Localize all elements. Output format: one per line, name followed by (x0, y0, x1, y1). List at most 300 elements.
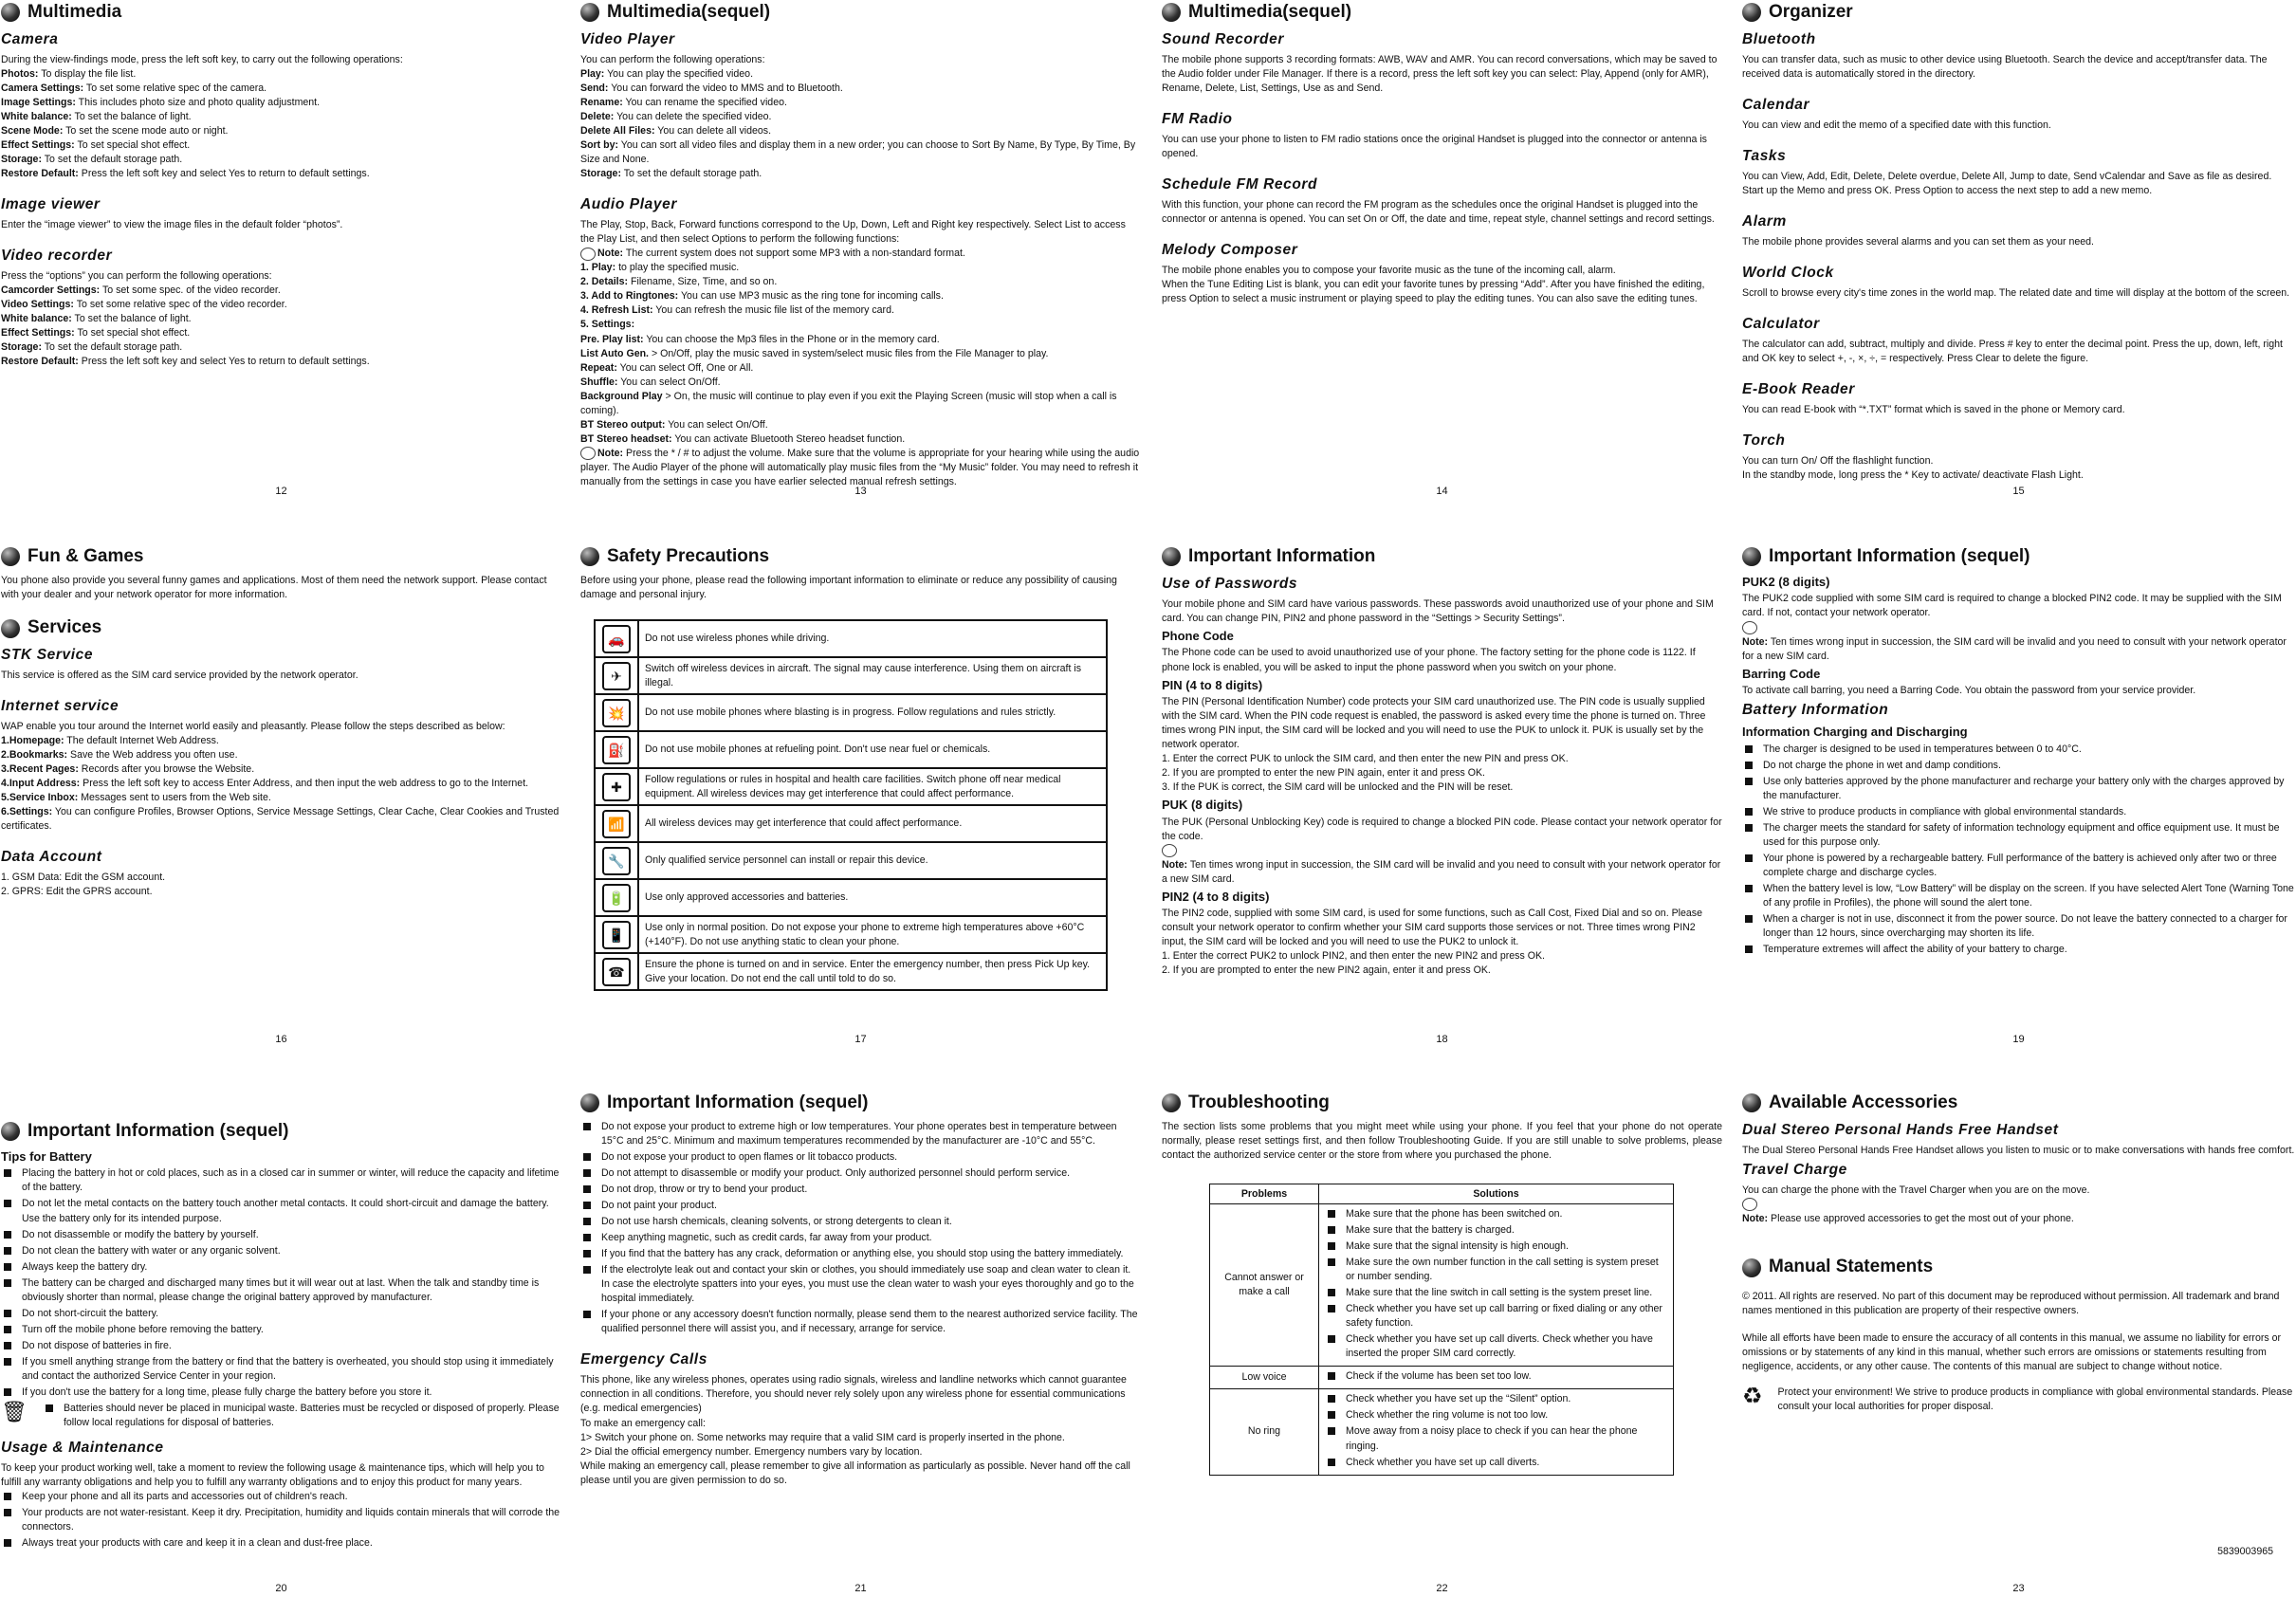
safety-icon-cell (595, 805, 638, 842)
section-internet: Internet service (1, 698, 119, 715)
list-item: When a charger is not in use, disconnect it from the power source. Do not leave the battery connected to a charger for longer than 12 hours, since overcharging may shorten its life. (1742, 912, 2295, 941)
page-16 (0, 544, 562, 1076)
page-title: Important Information (sequel) (580, 1091, 1141, 1116)
list-item (1, 748, 561, 762)
list-item (580, 318, 1141, 332)
item-text: You can use MP3 music as the ring tone for incoming calls. (680, 290, 944, 303)
solution-item: Make sure that the battery is charged. (1325, 1223, 1667, 1238)
section-heading: World Clock (1742, 265, 1834, 282)
item-text: Records after you browse the Website. (81, 763, 255, 776)
solution-item: Check whether you have set up call diverts. (1325, 1456, 1667, 1470)
page-number: 20 (275, 1583, 287, 1595)
page-number: 19 (2012, 1034, 2025, 1046)
list-item (580, 347, 1141, 361)
item-text: You can delete the specified video. (616, 111, 772, 123)
solution-item: Check whether the ring volume is not too low. (1325, 1408, 1667, 1423)
page-title: Important Information (sequel) (1742, 544, 2295, 570)
puk2-note: Note: Ten times wrong input in succession, the SIM card will be invalid and you need to consult with your network operator for a new SIM card. (1742, 620, 2295, 663)
list-item (1, 110, 561, 124)
item-text: This includes photo size and photo quality adjustment. (78, 97, 321, 109)
pw-blocks (1162, 628, 1722, 844)
section-audio-player: Audio Player (580, 196, 677, 213)
safety-text: Do not use mobile phones where blasting is in progress. Follow regulations and rules strictly. (638, 694, 1107, 731)
list-item (580, 138, 1141, 167)
section-text: You can turn On/ Off the flashlight function. In the standby mode, long press the * Key to activate/ deactivate Flash Light. (1742, 455, 2084, 482)
page-title: Organizer (1742, 0, 2295, 26)
item-label: Scene Mode: (1, 125, 64, 138)
item-text: To set special shot effect. (77, 327, 191, 340)
list-item (1, 805, 561, 834)
item-text: To set the default storage path. (623, 168, 762, 180)
item-label: 2.Bookmarks: (1, 749, 68, 762)
page-13 (579, 0, 1142, 532)
list-item (1, 82, 561, 96)
item-text: You can activate Bluetooth Stereo headset function. (674, 432, 906, 445)
section-data-account: Data Account (1, 849, 102, 866)
page-14 (1161, 0, 1723, 532)
list-item: Your phone is powered by a rechargeable battery. Full performance of the battery is achieved only after two or three complete charge and discharge cycles. (1742, 852, 2295, 880)
page-number: 22 (1436, 1583, 1448, 1595)
list-item (1, 777, 561, 791)
safety-icon: 📶 (602, 810, 631, 838)
item-label: Camera Settings: (1, 83, 84, 95)
item-text: > On/Off, play the music saved in system/select music files from the File Manager to play. (651, 347, 1049, 359)
emergency-text: This phone, like any wireless phones, operates using radio signals, wireless and landline networks which cannot guarantee connection in all conditions. Therefore, you should never rely solely upon any wireless phone for essential communications (e.g. medical emergencies) To make an emergency call: 1> Switch your phone on. Some networks may require that a valid SIM card is properly inserted in the phone. 2> Dial the official emergency number. Emergency numbers vary by location. While making an emergency call, please remember to give all information as particularly as possible. Never hand off the call please until you are given permission to do so. (580, 1374, 1130, 1486)
item-text: Press the left soft key to access Enter Address, and then input the web address to go to the Internet. (83, 778, 529, 790)
section-text: You can read E-book with “*.TXT” format which is saved in the phone or Memory card. (1742, 404, 2125, 416)
item-label: Storage: (1, 154, 42, 166)
section-text: The mobile phone enables you to compose your favorite music as the tune of the incoming call, alarm. When the Tune Editing List is blank, you can edit your favorite tunes by pressing “Add”. After you have finished the editing, press Option to select a music instrument or playing speed to play the editing tunes. You can also save the editing tunes. (1162, 265, 1705, 305)
ap-list (580, 261, 1141, 446)
safety-text: Ensure the phone is turned on and in service. Enter the emergency number, then press Pick Up key. Give your location. Do not end the call until told to do so. (638, 953, 1107, 990)
pw-intro: Your mobile phone and SIM card have various passwords. These passwords avoid unauthorized use of your phone and SIM card. You can change PIN, PIN2 and phone password in the “Settings > Security Settings”. (1162, 597, 1714, 624)
list-item (580, 418, 1141, 432)
safety-row (595, 879, 1107, 916)
environment-notice (1742, 1386, 2295, 1414)
list-item: Do not let the metal contacts on the battery touch another metal contacts. It could short-circuit and damage the battery. Use the battery only for its intended purpose. (1, 1197, 561, 1225)
troubleshooting-table (1209, 1184, 1674, 1476)
pw-note: Note: Ten times wrong input in succession, the SIM card will be invalid and you need to consult with your network operator for a new SIM card. (1162, 844, 1722, 887)
p14-sections (1162, 29, 1722, 306)
list-item: Temperature extremes will affect the ability of your battery to charge. (1742, 943, 2295, 957)
list-item: Do not attempt to disassemble or modify your product. Only authorized personnel should perform service. (580, 1166, 1141, 1181)
section-text: With this function, your phone can record the FM program as the schedules once the original Handset is plugged into the connector or antenna is opened. You can set On or Off, the date and time, repeat style, channel settings and record settings. (1162, 199, 1715, 226)
page-19 (1741, 544, 2296, 1076)
list-item (580, 82, 1141, 96)
list-item: Placing the battery in hot or cold places, such as in a closed car in summer or winter, will reduce the capacity and lifetime of the battery. (1, 1166, 561, 1195)
table-row (1210, 1389, 1674, 1475)
inet-intro: WAP enable you tour around the Internet world easily and pleasantly. Please follow the steps described as below: (1, 721, 505, 733)
section-emergency: Emergency Calls (580, 1351, 707, 1368)
item-label: 1.Homepage: (1, 735, 64, 747)
item-text: You can select On/Off. (620, 376, 721, 388)
item-text: To set special shot effect. (77, 139, 191, 152)
bin-text: Batteries should never be placed in municipal waste. Batteries must be recycled or disposed of properly. Please follow local regulations for disposal of batteries. (43, 1402, 561, 1430)
item-label: BT Stereo output: (580, 418, 666, 431)
safety-row (595, 953, 1107, 990)
list-item (580, 167, 1141, 181)
section-video-player: Video Player (580, 30, 675, 47)
safety-icon-cell (595, 657, 638, 694)
block-heading: PUK (8 digits) (1162, 798, 1243, 813)
safety-icon-cell (595, 842, 638, 879)
safety-icon: 📱 (602, 921, 631, 949)
safety-row (595, 805, 1107, 842)
section-text: The mobile phone supports 3 recording formats: AWB, WAV and AMR. You can record conversations, which may be saved to the Audio folder under File Manager. If there is a record, press the left soft key you can select: Play, Append (only for AMR), Rename, Delete, List, Settings, Use as and Send. (1162, 53, 1717, 95)
item-label: Delete: (580, 111, 615, 123)
note-icon (1742, 621, 1757, 634)
list-item: Do not expose your product to open flames or lit tobacco products. (580, 1150, 1141, 1165)
solution-item: Make sure that the signal intensity is high enough. (1325, 1239, 1667, 1254)
safety-text: Use only in normal position. Do not expose your phone to extreme high temperatures above +60°C (+140°F). Do not use anything static to clean your phone. (638, 916, 1107, 953)
safety-text: Do not use mobile phones at refueling point. Don't use near fuel or chemicals. (638, 731, 1107, 768)
vp-list (580, 67, 1141, 181)
item-text: Messages sent to users from the Web site. (81, 792, 271, 804)
section-heading: Calculator (1742, 316, 1820, 333)
page-number: 21 (854, 1583, 867, 1595)
section-heading: Sound Recorder (1162, 30, 1284, 47)
item-label: Repeat: (580, 361, 617, 374)
safety-icon: 🚗 (602, 625, 631, 653)
list-item (1, 284, 561, 298)
item-text: Filename, Size, Time, and so on. (631, 276, 778, 288)
list-item (580, 261, 1141, 275)
section-battery: Battery Information (1742, 702, 1889, 719)
page-title: Multimedia(sequel) (1162, 0, 1722, 26)
safety-row (595, 694, 1107, 731)
item-label: Shuffle: (580, 376, 618, 388)
section-text: You can View, Add, Edit, Delete, Delete overdue, Delete All, Jump to date, Send vCalendar and Save as file as desired. Start up the Memo and press OK. Press Option to access the next step to add a new memo. (1742, 171, 2272, 197)
solution-item: Check whether you have set up call barring or fixed dialing or any other safety function. (1325, 1302, 1667, 1331)
section-text: The mobile phone provides several alarms and you can set them as your need. (1742, 236, 2094, 248)
item-label: 4. Refresh List: (580, 304, 653, 317)
solution-item: Make sure that the line switch in call setting is the system preset line. (1325, 1286, 1667, 1300)
list-item: Keep anything magnetic, such as credit cards, far away from your product. (580, 1231, 1141, 1245)
copyright-text: © 2011. All rights are reserved. No part of this document may be reproduced without permission. All trademark and brand names mentioned in this publication are property of their respective owners. (1742, 1291, 2280, 1317)
item-text: to play the specified music. (618, 262, 740, 274)
item-label: White balance: (1, 111, 72, 123)
solution-item: Make sure the own number function in the call setting is system preset or number sending. (1325, 1256, 1667, 1284)
page-title: Important Information (sequel) (1, 1119, 561, 1145)
safety-text: Only qualified service personnel can install or repair this device. (638, 842, 1107, 879)
safety-intro: Before using your phone, please read the following important information to eliminate or reduce any possibility of causing damage and personal injury. (580, 574, 1117, 600)
item-label: Pre. Play list: (580, 333, 644, 345)
list-item: The charger is designed to be used in temperatures between 0 to 40°C. (1742, 743, 2295, 757)
item-label: Send: (580, 83, 609, 95)
safety-icon-cell (595, 953, 638, 990)
note-icon (580, 447, 596, 460)
page-15 (1741, 0, 2296, 532)
safety-icon-cell (595, 694, 638, 731)
ap-intro: The Play, Stop, Back, Forward functions correspond to the Up, Down, Left and Right key respectively. Select List to access the Play List, and then select Options to perform the following functions: (580, 219, 1126, 246)
item-label: 5. Settings: (580, 319, 635, 331)
puk2-heading: PUK2 (8 digits) (1742, 574, 1830, 589)
page-number: 23 (2012, 1583, 2025, 1595)
section-heading: Bluetooth (1742, 30, 1816, 47)
list-item (1, 138, 561, 153)
solution-list (1325, 1207, 1667, 1361)
list-item (580, 333, 1141, 347)
list-item (1, 355, 561, 369)
item-label: Restore Default: (1, 168, 79, 180)
charging-list (1742, 743, 2295, 957)
item-text: > On, the music will continue to play even if you exit the Playing Screen (music will stop when a call is coming). (580, 390, 1117, 416)
list-item (1, 734, 561, 748)
item-label: BT Stereo headset: (580, 432, 672, 445)
item-text: To set the balance of light. (74, 313, 192, 325)
list-item (1, 762, 561, 777)
list-item: Do not short-circuit the battery. (1, 1307, 561, 1321)
safety-icon: ⛽ (602, 736, 631, 764)
travel-text: You can charge the phone with the Travel Charger when you are on the move. (1742, 1184, 2090, 1196)
page-12 (0, 0, 562, 532)
list-item (580, 361, 1141, 376)
solution-item: Move away from a noisy place to check if you can hear the phone ringing. (1325, 1424, 1667, 1453)
usage-text: To keep your product working well, take a moment to review the following usage & maintenance tips, which will help you to fulfill any warranty obligations and help you to fulfill any warranty obligations and to enjoy this product for many years. (1, 1461, 544, 1488)
note-icon (1742, 1198, 1757, 1211)
tips-heading: Tips for Battery (1, 1148, 92, 1164)
page-22 (1161, 1091, 1723, 1597)
item-text: You can select On/Off. (668, 418, 768, 431)
item-text: You can delete all videos. (657, 125, 772, 138)
item-label: 5.Service Inbox: (1, 792, 79, 804)
safety-icon-cell (595, 620, 638, 657)
section-text: You can use your phone to listen to FM radio stations once the original Handset is plugged into the connector or antenna is opened. (1162, 134, 1707, 160)
safety-row (595, 916, 1107, 953)
list-item: If you don't use the battery for a long time, please fully charge the battery before you store it. (1, 1386, 561, 1400)
list-item: When the battery level is low, “Low Battery” will be display on the screen. If you have selected Alert Tone (Warning Tone of any profile in Profiles), the phone will sound the alert tone. (1742, 882, 2295, 910)
list-item (580, 289, 1141, 303)
safety-table (594, 619, 1108, 991)
safety-icon: ☎ (602, 958, 631, 986)
section-text: You can transfer data, such as music to other device using Bluetooth. Search the device and accept/transfer data. The received data is automatically stored in the directory. (1742, 53, 2268, 80)
inet-list (1, 734, 561, 834)
list-item: Do not paint your product. (580, 1199, 1141, 1213)
list-item (580, 376, 1141, 390)
section-usage: Usage & Maintenance (1, 1439, 164, 1456)
item-label: Effect Settings: (1, 139, 75, 152)
list-item (1, 67, 561, 82)
item-text: You can play the specified video. (607, 68, 754, 80)
pin2-heading: PIN2 (4 to 8 digits) (1162, 889, 1270, 904)
section-stk: STK Service (1, 647, 94, 663)
page-number: 13 (854, 486, 867, 498)
crossed-bin-icon: 🗑 (1, 1399, 28, 1423)
list-item: Always treat your products with care and keep it in a clean and dust-free place. (1, 1536, 561, 1551)
item-label: White balance: (1, 313, 72, 325)
section-text: You can view and edit the memo of a specified date with this function. (1742, 119, 2051, 132)
safety-icon-cell (595, 916, 638, 953)
list-item (1, 791, 561, 805)
list-item (1, 326, 561, 340)
list-item: Do not disassemble or modify the battery by yourself. (1, 1228, 561, 1242)
usage-list (1, 1490, 561, 1551)
item-label: Camcorder Settings: (1, 285, 101, 297)
item-text: To set some relative spec of the camera. (85, 83, 267, 95)
dual-text: The Dual Stereo Personal Hands Free Handset allows you listen to music or to make conversations with hands free comfort. (1742, 1144, 2295, 1156)
item-label: 1. Play: (580, 262, 616, 274)
list-item: If you find that the battery has any crack, deformation or anything else, you should stop using the battery immediately. (580, 1247, 1141, 1261)
vp-intro: You can perform the following operations: (580, 53, 765, 65)
section-heading: Torch (1742, 432, 1786, 450)
list-item: Do not clean the battery with water or any organic solvent. (1, 1244, 561, 1258)
camera-list (1, 67, 561, 181)
puk2-text: The PUK2 code supplied with some SIM card is required to change a blocked PIN2 code. It may be supplied with the SIM card. If not, contact your network operator. (1742, 593, 2282, 619)
liability-text: While all efforts have been made to ensure the accuracy of all contents in this manual, we assume no liability for errors or omissions or by statements of any kind in this manual, whether such errors are omissions or statements resulting from negligence, accidents, or any other cause. The contents of this manual are subject to change without notice. (1742, 1332, 2282, 1373)
data-item: 1. GSM Data: Edit the GSM account. (1, 872, 166, 884)
page-number: 17 (854, 1034, 867, 1046)
table-row (1210, 1367, 1674, 1389)
page-21 (579, 1091, 1142, 1597)
item-text: You can rename the specified video. (625, 97, 787, 109)
video-intro: Press the “options” you can perform the following operations: (1, 270, 272, 283)
page-title: Safety Precautions (580, 544, 1141, 570)
page-23 (1741, 1091, 2296, 1597)
item-label: Rename: (580, 97, 623, 109)
list-item: If your phone or any accessory doesn't function normally, please send them to the nearest authorized service facility. The qualified personnel there will assist you, and if necessary, arrange for service. (580, 1308, 1141, 1336)
stk-text: This service is offered as the SIM card service provided by the network operator. (1, 670, 358, 681)
item-text: You can forward the video to MMS and to Bluetooth. (611, 83, 843, 95)
safety-text: Switch off wireless devices in aircraft. The signal may cause interference. Using them on aircraft is illegal. (638, 657, 1107, 694)
list-item: Do not use harsh chemicals, cleaning solvents, or strong detergents to clean it. (580, 1215, 1141, 1229)
ap-note1: Note: The current system does not support some MP3 with a non-standard format. (580, 247, 1141, 261)
item-label: Storage: (580, 168, 621, 180)
recycle-icon: ♻ (1742, 1384, 1763, 1410)
problem-cell: Cannot answer or make a call (1210, 1204, 1319, 1367)
item-label: 4.Input Address: (1, 778, 81, 790)
item-label: 3.Recent Pages: (1, 763, 79, 776)
list-item: Use only batteries approved by the phone manufacturer and recharge your battery only with the charges approved by the manufacturer. (1742, 775, 2295, 803)
safety-row (595, 842, 1107, 879)
item-label: Sort by: (580, 139, 619, 152)
list-item: Do not expose your product to extreme high or low temperatures. Your phone operates best in temperature between 15°C and 25°C. Minimum and maximum temperatures recommended by the manufacturer are -10°C and 55°C. (580, 1120, 1141, 1148)
list-item: Do not charge the phone in wet and damp conditions. (1742, 759, 2295, 773)
list-item (1, 167, 561, 181)
list-item (580, 275, 1141, 289)
page-title: Available Accessories (1742, 1091, 2295, 1116)
section-image-viewer: Image viewer (1, 196, 101, 213)
safety-row (595, 768, 1107, 805)
section-heading: Calendar (1742, 97, 1810, 114)
safety-row (595, 657, 1107, 694)
viewer-text: Enter the “image viewer” to view the image files in the default folder “photos”. (1, 219, 343, 231)
section-heading: FM Radio (1162, 111, 1233, 128)
item-label: 3. Add to Ringtones: (580, 290, 679, 303)
list-item (1, 96, 561, 110)
solution-list (1325, 1369, 1667, 1384)
item-text: To set some relative spec of the video recorder. (76, 299, 287, 311)
page-18 (1161, 544, 1723, 1076)
safety-row (595, 731, 1107, 768)
solution-cell (1319, 1389, 1674, 1475)
item-label: 2. Details: (580, 276, 629, 288)
item-text: To set the balance of light. (74, 111, 192, 123)
care-list (580, 1120, 1141, 1336)
item-text: To set some spec. of the video recorder. (101, 285, 281, 297)
problem-cell: Low voice (1210, 1367, 1319, 1389)
pin2-text: The PIN2 code, supplied with some SIM card, is used for some functions, such as Call Cost, Fixed Dial and so on. Please consult your network operator to confirm whether your SIM card supports those services or not. Three times wrong PIN2 input, the SIM card will be locked and you will need to use the PUK2 to unlock it. 1. Enter the correct PUK2 to unlock PIN2, and then enter the new PIN2 and press OK. 2. If you are prompted to enter the new PIN2 again, enter it and press OK. (1162, 908, 1702, 977)
list-item: Do not dispose of batteries in fire. (1, 1339, 561, 1353)
safety-icon: 🔋 (602, 884, 631, 912)
item-text: To set the scene mode auto or night. (65, 125, 229, 138)
list-item (580, 67, 1141, 82)
solution-item: Check whether you have set up the “Silent” option. (1325, 1392, 1667, 1406)
solution-cell (1319, 1204, 1674, 1367)
solution-item: Check whether you have set up call diverts. Check whether you have inserted the proper SIM card correctly. (1325, 1332, 1667, 1361)
item-text: To set the default storage path. (44, 341, 183, 354)
safety-text: Follow regulations or rules in hospital and health care facilities. Switch phone off near medical equipment. All wireless devices may get interference that could affect performance. (638, 768, 1107, 805)
safety-icon-cell (595, 879, 638, 916)
item-label: 6.Settings: (1, 806, 53, 818)
list-item (1, 124, 561, 138)
section-dual-handset: Dual Stereo Personal Hands Free Handset (1742, 1121, 2059, 1138)
list-item: Do not drop, throw or try to bend your product. (580, 1183, 1141, 1197)
item-text: To display the file list. (41, 68, 137, 80)
list-item (580, 390, 1141, 418)
page-number: 14 (1436, 486, 1448, 498)
section-heading: Tasks (1742, 148, 1787, 165)
block-text: The Phone code can be used to avoid unauthorized use of your phone. The factory setting for the phone code is 1122. If phone lock is enabled, you will be asked to input the phone password when you switch on your phone. (1162, 647, 1696, 673)
list-item: Keep your phone and all its parts and accessories out of children's reach. (1, 1490, 561, 1504)
section-heading: E-Book Reader (1742, 381, 1855, 398)
item-text: You can refresh the music file list of the memory card. (655, 304, 894, 317)
problem-cell: No ring (1210, 1389, 1319, 1475)
p15-sections (1742, 29, 2295, 483)
item-label: List Auto Gen. (580, 347, 649, 359)
list-item (580, 303, 1141, 318)
list-item: The battery can be charged and discharged many times but it will wear out at last. When the talk and standby time is obviously shorter than normal, please change the original battery approved by manufacturer. (1, 1276, 561, 1305)
page-number: 16 (275, 1034, 287, 1046)
item-text: You can choose the Mp3 files in the Phone or in the memory card. (646, 333, 940, 345)
item-label: Photos: (1, 68, 39, 80)
section-passwords: Use of Passwords (1162, 575, 1298, 592)
list-item (580, 124, 1141, 138)
list-item: We strive to produce products in compliance with global environmental standards. (1742, 805, 2295, 819)
section-heading: Alarm (1742, 213, 1787, 230)
list-item (580, 96, 1141, 110)
list-item (580, 110, 1141, 124)
safety-icon: ✈ (602, 662, 631, 690)
document-code: 5839003965 (2217, 1545, 2273, 1557)
section-video-recorder: Video recorder (1, 248, 113, 265)
barring-text: To activate call barring, you need a Barring Code. You obtain the password from your service provider. (1742, 685, 2196, 697)
charging-heading: Information Charging and Discharging (1742, 725, 1968, 740)
page-number: 18 (1436, 1034, 1448, 1046)
page-title: Multimedia(sequel) (580, 0, 1141, 26)
list-item (1, 312, 561, 326)
data-item: 2. GPRS: Edit the GPRS account. (1, 886, 153, 898)
games-intro: You phone also provide you several funny games and applications. Most of them need the network support. Please contact with your dealer and your network operator for more information. (1, 574, 547, 600)
item-label: Video Settings: (1, 299, 74, 311)
list-item (1, 340, 561, 355)
item-label: Storage: (1, 341, 42, 354)
page-20 (0, 1091, 562, 1597)
solution-list (1325, 1392, 1667, 1469)
page-number: 12 (275, 486, 287, 498)
page-title: Multimedia (1, 0, 561, 26)
video-list (1, 284, 561, 369)
list-item: If the electrolyte leak out and contact your skin or clothes, you should immediately use soap and clean water to clean it. In case the electrolyte spatters into your eyes, you must use the clean water to wash your eyes thoroughly and go to the hospital immediately. (580, 1263, 1141, 1306)
list-item (1, 153, 561, 167)
note-icon (580, 248, 596, 261)
item-text: The default Internet Web Address. (66, 735, 219, 747)
item-label: Effect Settings: (1, 327, 75, 340)
page-title-services: Services (1, 615, 561, 641)
block-text: The PIN (Personal Identification Number) code protects your SIM card unauthorized use. The PIN code is usually supplied with the SIM card. When the PIN code request is enabled, the password is asked every time the phone is turned on. Three times wrong PIN input, the SIM card will be locked and you will need to use the PUK to unlock it. PUK is usually set by the network operator. 1. Enter the correct PUK to unlock the SIM card, and then enter the new PIN and press OK. 2. If you are prompted to enter the new PIN again, enter it and press OK. 3. If the PUK is correct, the SIM card will be unlocked and the PIN will be reset. (1162, 696, 1706, 794)
section-heading: Schedule FM Record (1162, 176, 1318, 193)
section-text: The calculator can add, subtract, multiply and divide. Press # key to enter the decimal point. Press the up, down, left, right and OK key to select +, -, ×, ÷, = respectively. Press Clear to delete the figure. (1742, 339, 2284, 365)
section-heading: Melody Composer (1162, 242, 1298, 259)
